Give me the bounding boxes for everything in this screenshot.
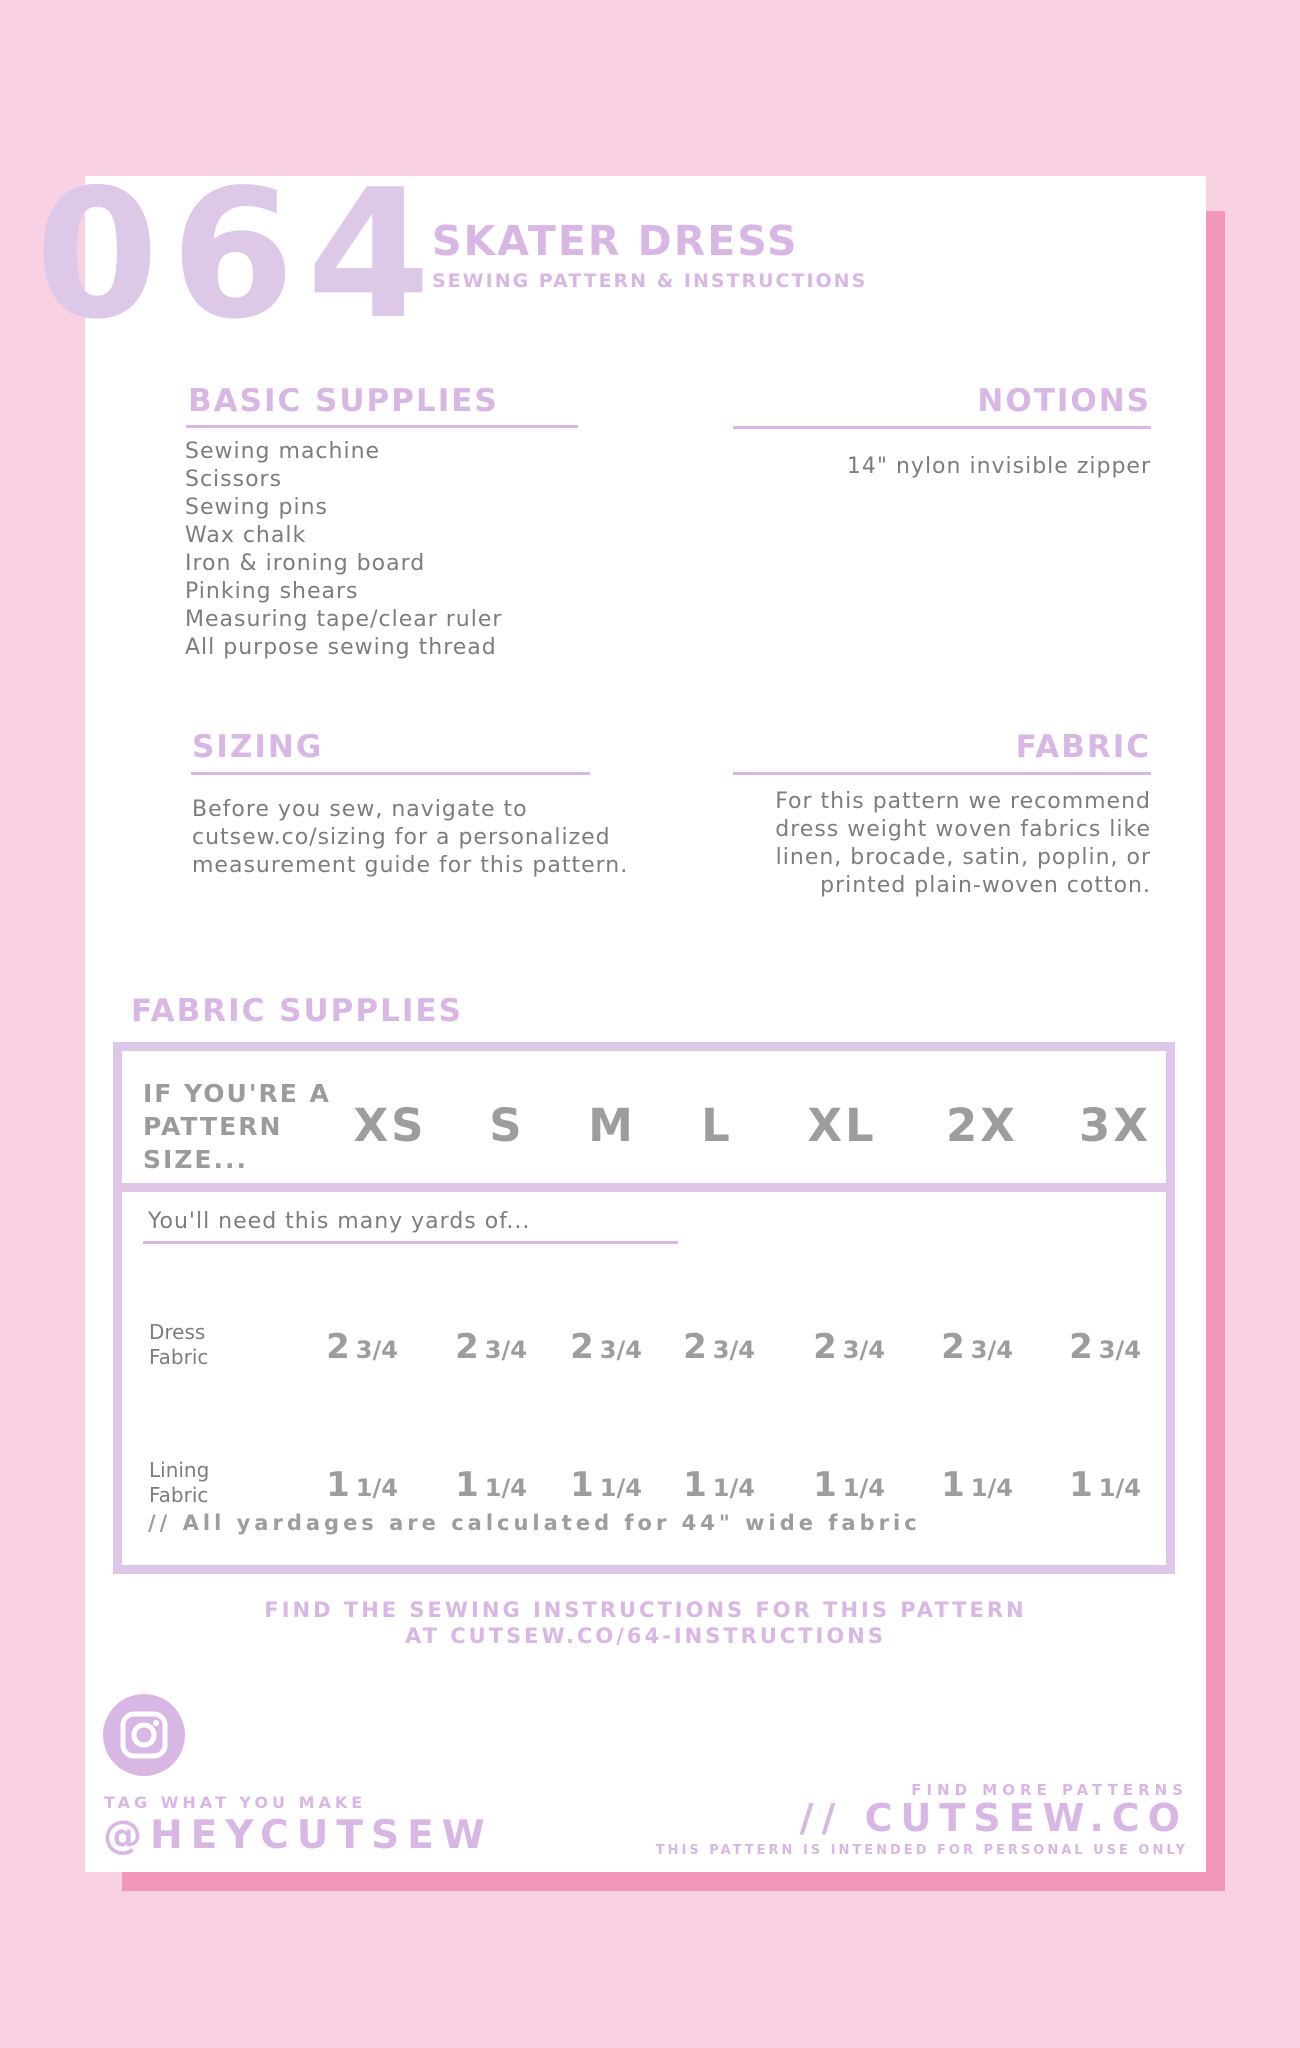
size-2x: 2X (945, 1099, 1019, 1152)
yardage-cell: 1 1/4 (1069, 1465, 1141, 1505)
supply-item: Measuring tape/clear ruler (185, 607, 503, 632)
yardage-cell: 2 3/4 (570, 1327, 642, 1367)
pattern-title: SKATER DRESS (432, 217, 799, 265)
fabric-line: linen, brocade, satin, poplin, or (775, 845, 1151, 870)
find-more-label: FIND MORE PATTERNS (911, 1781, 1188, 1799)
fabric-text (775, 788, 1151, 900)
supply-item: Sewing pins (185, 495, 328, 520)
sizing-rule (191, 772, 590, 775)
row-label-lining-fabric: Lining Fabric (149, 1458, 210, 1507)
yardage-cell: 2 3/4 (1069, 1327, 1141, 1367)
size-m: M (588, 1099, 636, 1152)
instructions-callout (85, 1597, 1206, 1649)
supply-item: Iron & ironing board (185, 551, 426, 576)
size-s: S (489, 1099, 525, 1152)
yardage-cell: 2 3/4 (813, 1327, 885, 1367)
supply-item: Scissors (185, 467, 283, 492)
yardage-cell: 2 3/4 (683, 1327, 755, 1367)
fabric-rule (733, 772, 1151, 775)
instagram-icon[interactable] (103, 1694, 185, 1776)
fabric-supplies-table (113, 1042, 1175, 1574)
fabric-heading: FABRIC (1015, 729, 1151, 765)
size-prompt: IF YOU'RE A PATTERN SIZE... (143, 1079, 331, 1174)
yardage-cell: 1 1/4 (813, 1465, 885, 1505)
sizing-line: measurement guide for this pattern. (192, 853, 629, 878)
fabric-supplies-heading: FABRIC SUPPLIES (131, 993, 463, 1029)
instructions-link[interactable]: AT CUTSEW.CO/64-INSTRUCTIONS (405, 1624, 886, 1648)
sizing-heading: SIZING (192, 729, 324, 765)
pattern-sheet (35, 151, 1206, 1872)
yardage-cell: 1 1/4 (570, 1465, 642, 1505)
yardage-cell: 1 1/4 (941, 1465, 1013, 1505)
supply-item: Wax chalk (185, 523, 307, 548)
site-link[interactable]: // CUTSEW.CO (799, 1796, 1188, 1840)
size-3x: 3X (1078, 1099, 1152, 1152)
yards-lead-text: You'll need this many yards of... (148, 1209, 531, 1234)
basic-supplies-rule (186, 425, 578, 428)
yardage-note: // All yardages are calculated for 44" wide fabric (148, 1511, 921, 1535)
personal-use-notice: THIS PATTERN IS INTENDED FOR PERSONAL USE ONLY (655, 1843, 1188, 1858)
size-xs: XS (353, 1099, 427, 1152)
yards-rule (143, 1241, 678, 1244)
notions-text: 14" nylon invisible zipper (846, 454, 1151, 479)
pattern-subtitle: SEWING PATTERN & INSTRUCTIONS (432, 270, 868, 292)
sizing-line: cutsew.co/sizing for a personalized (192, 825, 611, 850)
size-l: L (701, 1099, 733, 1152)
yardage-cell: 1 1/4 (455, 1465, 527, 1505)
tag-label: TAG WHAT YOU MAKE (104, 1793, 367, 1812)
yardage-cell: 1 1/4 (683, 1465, 755, 1505)
supply-item: Sewing machine (185, 439, 381, 464)
size-xl: XL (807, 1099, 877, 1152)
yardage-cell: 2 3/4 (941, 1327, 1013, 1367)
table-header-divider (122, 1183, 1166, 1192)
instagram-handle[interactable]: @HEYCUTSEW (103, 1813, 493, 1858)
instructions-line: FIND THE SEWING INSTRUCTIONS FOR THIS PATTERN (264, 1598, 1027, 1622)
sizing-line: Before you sew, navigate to (192, 797, 528, 822)
yardage-cell: 2 3/4 (455, 1327, 527, 1367)
basic-supplies-list (185, 438, 502, 662)
fabric-line: printed plain-woven cotton. (820, 873, 1151, 898)
yardage-cell: 2 3/4 (326, 1327, 398, 1367)
sizing-text (192, 796, 628, 880)
row-label-dress-fabric: Dress Fabric (149, 1320, 209, 1369)
basic-supplies-heading: BASIC SUPPLIES (188, 383, 499, 419)
notions-rule (733, 426, 1151, 429)
fabric-line: dress weight woven fabrics like (775, 817, 1151, 842)
supply-item: All purpose sewing thread (185, 635, 497, 660)
supply-item: Pinking shears (185, 579, 359, 604)
fabric-line: For this pattern we recommend (775, 789, 1151, 814)
pattern-number: 064 (35, 151, 443, 358)
yardage-cell: 1 1/4 (326, 1465, 398, 1505)
notions-heading: NOTIONS (977, 383, 1151, 419)
